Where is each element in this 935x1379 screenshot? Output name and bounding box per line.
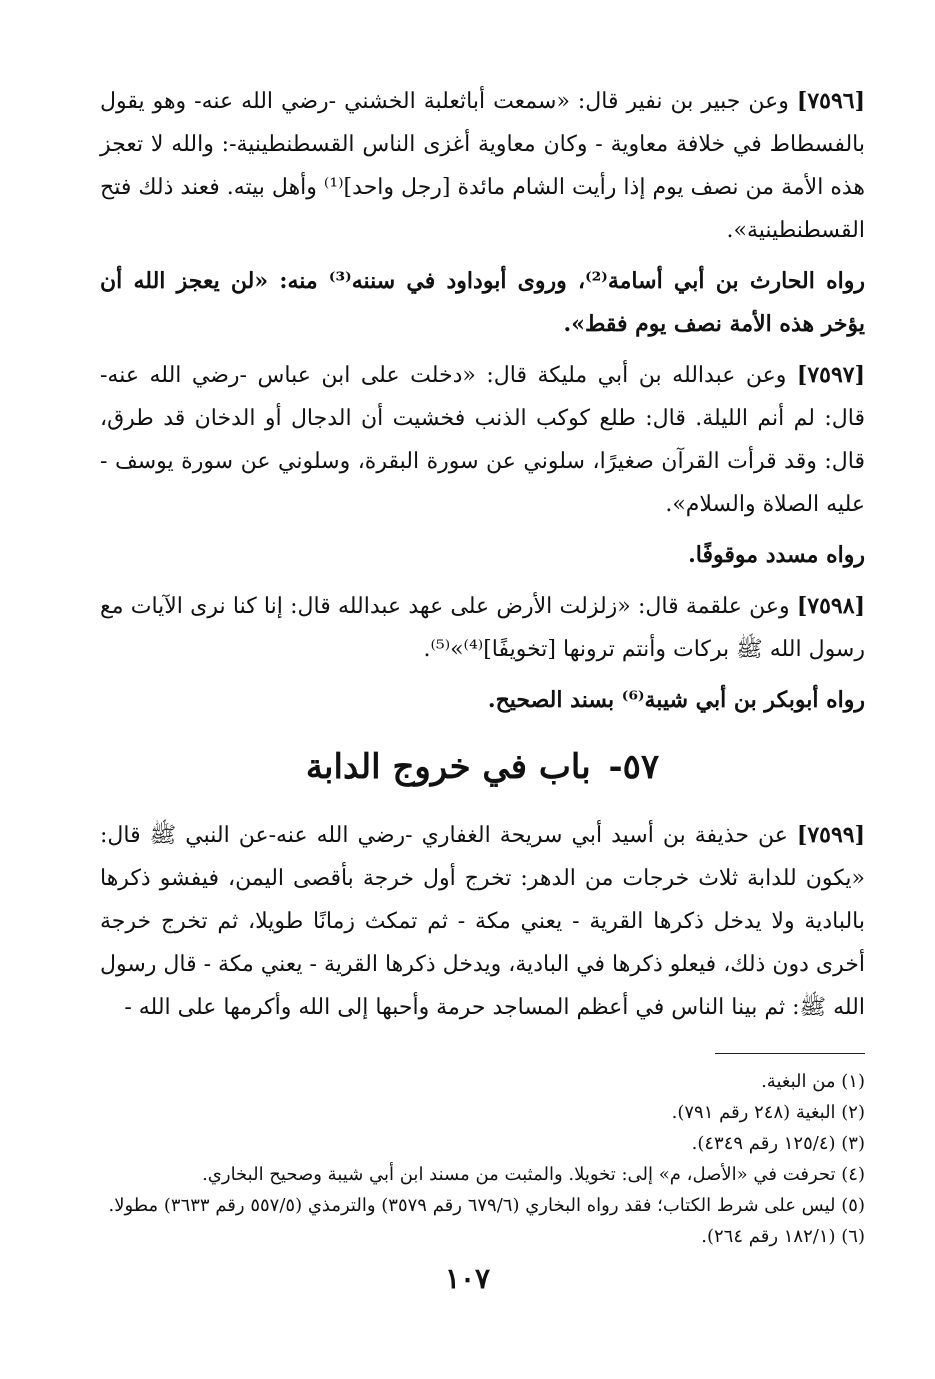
- hadith-text: عن حذيفة بن أسيد أبي سريحة الغفاري -رضي الله عنه-عن النبي ﷺ قال: «يكون للدابة ثلاث خرجات من الدهر: تخرج أول خرجة بأقصى اليمن، فيفشو ذكرها بالبادية ولا يدخل ذكرها القرية - يعني مكة - ثم تمكث زمانًا طويلا، ثم تخرج خرجة أخرى دون ذلك، فيعلو ذكرها في البادية، ويدخل ذكرها القرية - يعني مكة - قال رسول الله ﷺ: ثم بينا الناس في أعظم المساجد حرمة وأحبها إلى الله وأكرمها على الله -: [100, 823, 865, 1020]
- hadith-text: وعن جبير بن نفير قال: «سمعت أباثعلبة الخشني -رضي الله عنه- وهو يقول بالفسطاط في خلافة معاوية - وكان معاوية أغزى الناس القسطنطينية-: والله لا تعجز هذه الأمة من نصف يوم إذا رأيت الشام مائدة [رجل واحد]⁽¹⁾ وأهل بيته. فعند ذلك فتح القسطنطينية».: [100, 89, 865, 243]
- footnote: (٤) تحرفت في «الأصل، م» إلى: تخويلا. والمثبت من مسند ابن أبي شيبة وصحيح البخاري.: [202, 1164, 865, 1185]
- hadith-number: [٧٥٩٩]: [796, 822, 865, 848]
- hadith-source: رواه الحارث بن أبي أسامة⁽²⁾، وروى أبوداود في سننه⁽³⁾ منه: «لن يعجز الله أن يؤخر هذه الأمة نصف يوم فقط».: [100, 268, 865, 337]
- footnote: (٣) (١٢٥/٤ رقم ٤٣٤٩).: [691, 1133, 865, 1154]
- hadith-7596: [100, 80, 865, 252]
- hadith-source: رواه مسدد موقوفًا.: [688, 542, 865, 568]
- footnote: (٥) ليس على شرط الكتاب؛ فقد رواه البخاري (٦٧٩/٦ رقم ٣٥٧٩) والترمذي (٥٥٧/٥ رقم ٣٦٣٣) مطولا.: [108, 1195, 865, 1216]
- chapter-title: باب في خروج الدابة: [305, 747, 591, 787]
- footnote: (٢) البغية (٢٤٨ رقم ٧٩١).: [671, 1102, 865, 1123]
- hadith-number: [٧٥٩٨]: [796, 593, 865, 619]
- hadith-number: [٧٥٩٧]: [796, 362, 866, 388]
- footnote-divider: [715, 1053, 865, 1054]
- chapter-number: ٥٧-: [608, 747, 660, 787]
- page-number: ١٠٧: [444, 1262, 491, 1295]
- hadith-7597: [100, 354, 865, 526]
- chapter-heading: [100, 742, 865, 792]
- hadith-number: [٧٥٩٦]: [796, 88, 865, 114]
- hadith-text: وعن عبدالله بن أبي مليكة قال: «دخلت على ابن عباس -رضي الله عنه- قال: لم أنم الليلة. قال: طلع كوكب الذنب فخشيت أن الدجال أو الدخان قد طرق، قال: وقد قرأت القرآن صغيرًا، سلوني عن سورة البقرة، وسلوني عن سورة يوسف - عليه الصلاة والسلام».: [100, 363, 865, 517]
- hadith-text: وعن علقمة قال: «زلزلت الأرض على عهد عبدالله قال: إنا كنا نرى الآيات مع رسول الله ﷺ بركات وأنتم ترونها [تخويفًا]⁽⁴⁾»⁽⁵⁾.: [100, 594, 865, 662]
- footnote: (٦) (١٨٢/١ رقم ٢٦٤).: [701, 1226, 865, 1247]
- page-body: [100, 80, 865, 1252]
- hadith-7599: [100, 814, 865, 1029]
- hadith-7598: [100, 585, 865, 671]
- hadith-source: رواه أبوبكر بن أبي شيبة⁽⁶⁾ بسند الصحيح.: [487, 687, 865, 713]
- footnote: (١) من البغية.: [761, 1071, 865, 1092]
